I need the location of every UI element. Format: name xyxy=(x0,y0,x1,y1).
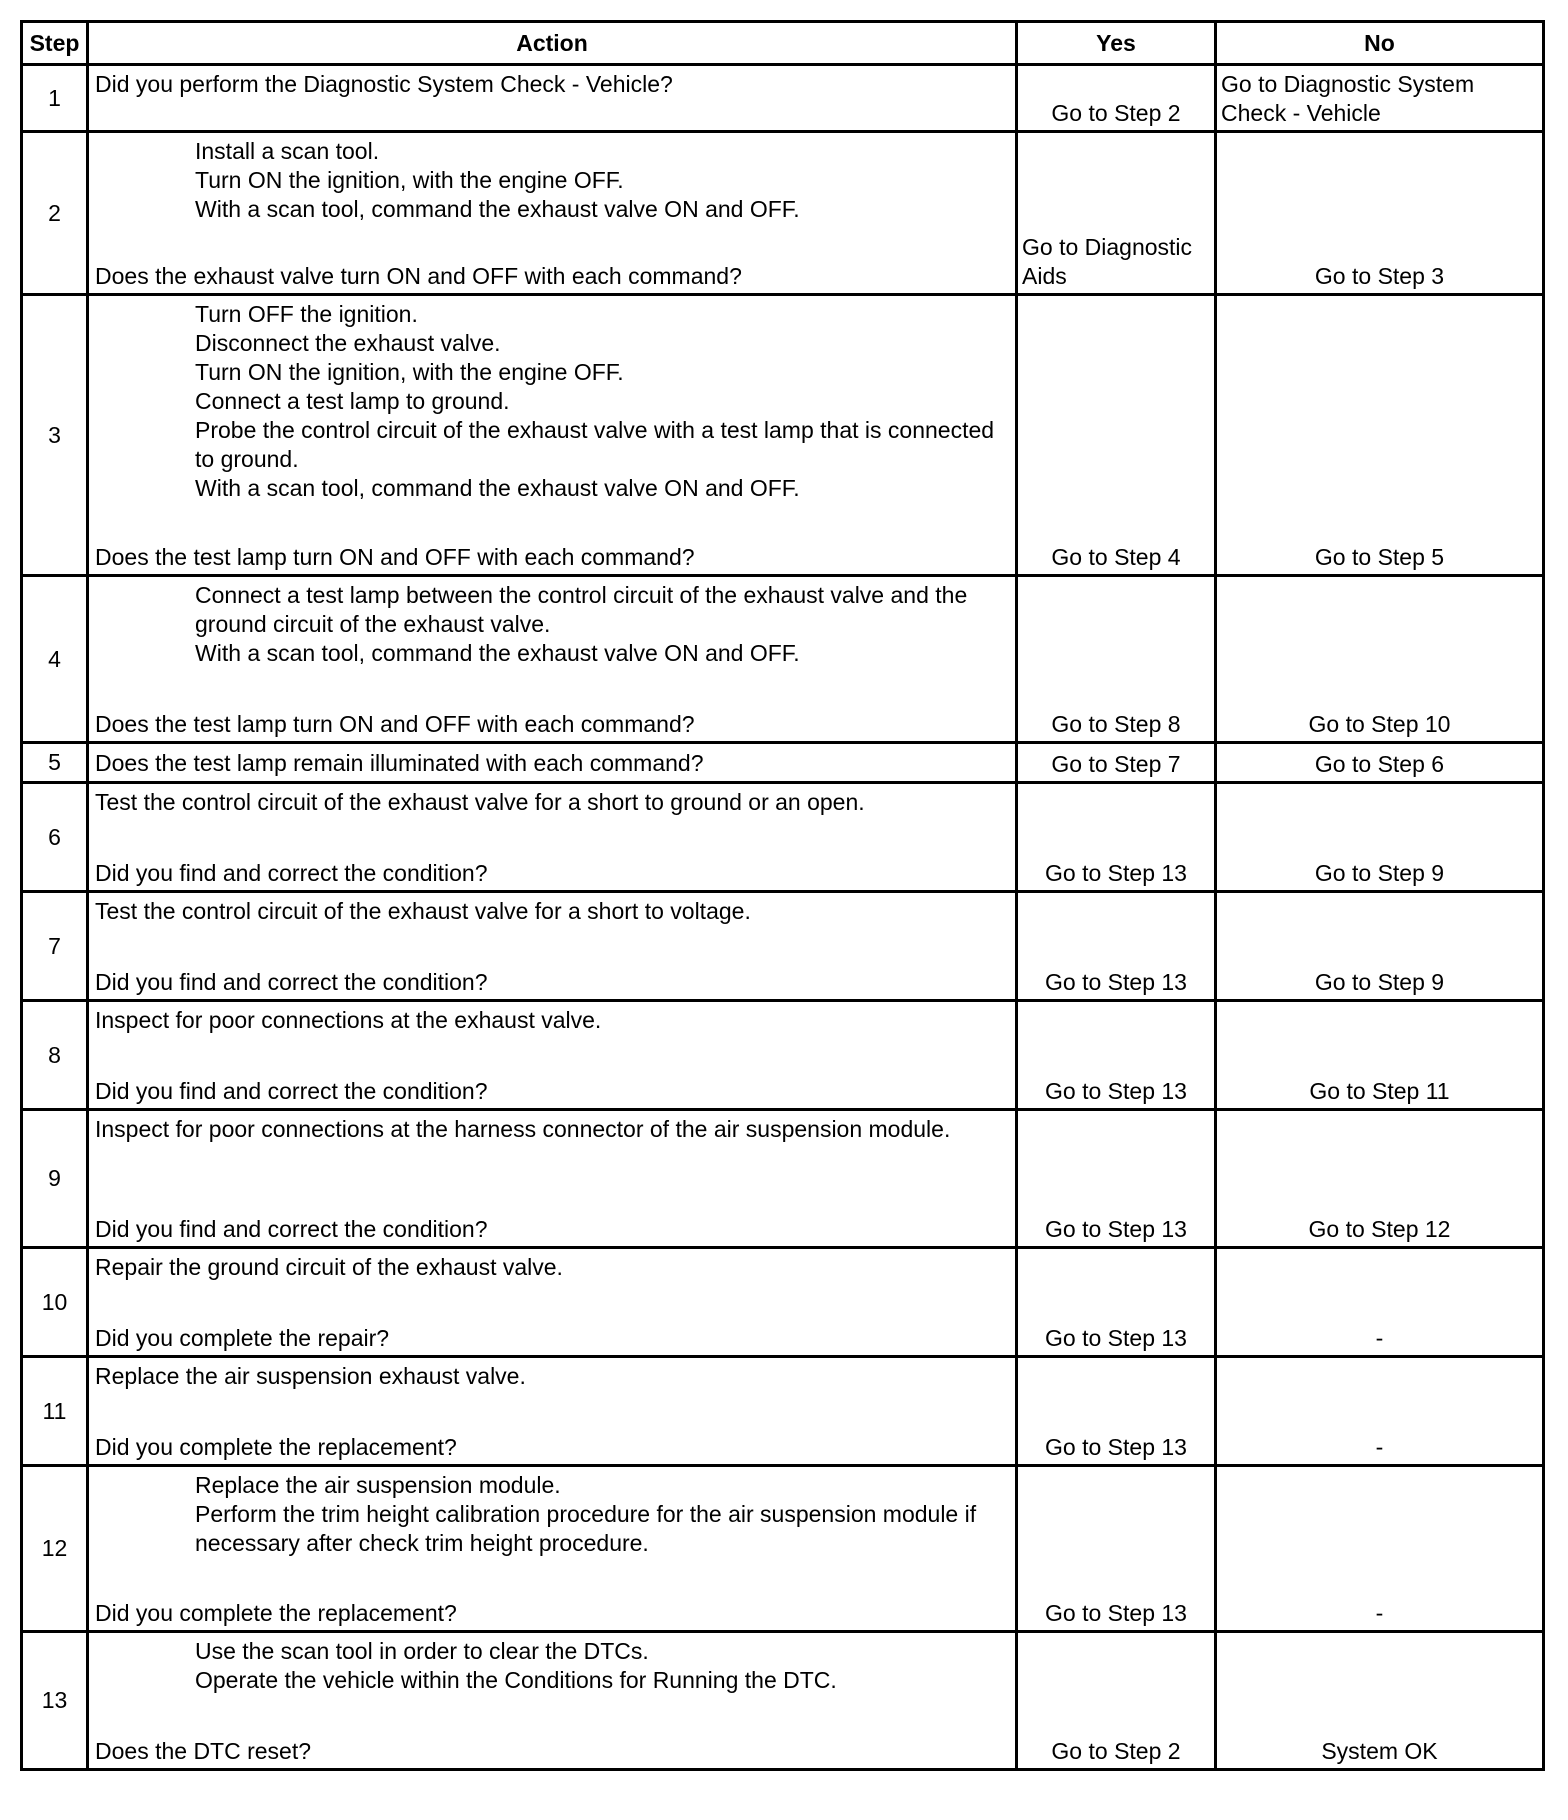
action-step-line: With a scan tool, command the exhaust valve ON and OFF. xyxy=(195,475,800,501)
action-lead-text: Inspect for poor connections at the harness connector of the air suspension module. xyxy=(95,1116,951,1142)
action-cell xyxy=(88,1357,1017,1466)
step-number: 12 xyxy=(22,1466,88,1632)
action-question: Does the exhaust valve turn ON and OFF with each command? xyxy=(95,263,742,289)
header-row xyxy=(22,22,1544,65)
step-number: 3 xyxy=(22,295,88,576)
no-result: Go to Step 6 xyxy=(1216,743,1544,783)
step-number: 7 xyxy=(22,892,88,1001)
no-result: - xyxy=(1216,1466,1544,1632)
no-result: Go to Step 9 xyxy=(1216,892,1544,1001)
no-result: Go to Step 5 xyxy=(1216,295,1544,576)
table-row xyxy=(22,1001,1544,1110)
step-number: 1 xyxy=(22,65,88,132)
action-step-line: With a scan tool, command the exhaust valve ON and OFF. xyxy=(195,196,800,222)
action-question: Does the DTC reset? xyxy=(95,1738,312,1764)
step-number: 2 xyxy=(22,132,88,295)
action-question: Did you complete the repair? xyxy=(95,1325,390,1351)
diagnostic-table xyxy=(20,20,1545,1771)
action-question: Did you perform the Diagnostic System Check - Vehicle? xyxy=(95,71,673,97)
action-cell xyxy=(88,65,1017,132)
no-result: Go to Step 10 xyxy=(1216,576,1544,743)
table-row xyxy=(22,295,1544,576)
action-step-line: Replace the air suspension module. xyxy=(195,1472,561,1498)
action-cell xyxy=(88,295,1017,576)
action-step-line: Install a scan tool. xyxy=(195,138,380,164)
action-cell xyxy=(88,783,1017,892)
action-question: Did you find and correct the condition? xyxy=(95,1216,488,1242)
action-lead-text: Inspect for poor connections at the exhaust valve. xyxy=(95,1007,602,1033)
table-row xyxy=(22,743,1544,783)
action-step-line: Disconnect the exhaust valve. xyxy=(195,330,501,356)
no-result: Go to Diagnostic System Check - Vehicle xyxy=(1216,65,1544,132)
no-result: Go to Step 11 xyxy=(1216,1001,1544,1110)
step-number: 6 xyxy=(22,783,88,892)
yes-result: Go to Step 13 xyxy=(1017,892,1216,1001)
yes-result: Go to Step 13 xyxy=(1017,783,1216,892)
yes-result: Go to Step 7 xyxy=(1017,743,1216,783)
yes-result: Go to Step 2 xyxy=(1017,65,1216,132)
table-row xyxy=(22,1632,1544,1770)
action-cell xyxy=(88,743,1017,783)
action-step-line: With a scan tool, command the exhaust valve ON and OFF. xyxy=(195,640,800,666)
action-step-line: Turn ON the ignition, with the engine OFF. xyxy=(195,167,624,193)
no-result: Go to Step 3 xyxy=(1216,132,1544,295)
action-cell xyxy=(88,1110,1017,1248)
action-question: Does the test lamp turn ON and OFF with each command? xyxy=(95,711,695,737)
action-question: Did you complete the replacement? xyxy=(95,1434,457,1460)
no-result: System OK xyxy=(1216,1632,1544,1770)
action-cell xyxy=(88,1001,1017,1110)
no-result: Go to Step 12 xyxy=(1216,1110,1544,1248)
step-number: 13 xyxy=(22,1632,88,1770)
action-question: Did you complete the replacement? xyxy=(95,1600,457,1626)
action-question: Did you find and correct the condition? xyxy=(95,969,488,995)
action-question: Does the test lamp remain illuminated with each command? xyxy=(95,750,704,776)
header-yes: Yes xyxy=(1017,22,1216,65)
table-row xyxy=(22,1248,1544,1357)
action-cell xyxy=(88,132,1017,295)
yes-result: Go to Step 2 xyxy=(1017,1632,1216,1770)
action-step-line: Turn ON the ignition, with the engine OFF. xyxy=(195,359,624,385)
action-step-line: Probe the control circuit of the exhaust valve with a test lamp that is connected to ground. xyxy=(195,417,995,472)
table-row xyxy=(22,892,1544,1001)
table-body xyxy=(22,65,1544,1770)
no-result: Go to Step 9 xyxy=(1216,783,1544,892)
action-cell xyxy=(88,576,1017,743)
table-row xyxy=(22,783,1544,892)
step-number: 8 xyxy=(22,1001,88,1110)
action-step-line: Turn OFF the ignition. xyxy=(195,301,418,327)
action-lead-text: Test the control circuit of the exhaust valve for a short to ground or an open. xyxy=(95,789,865,815)
header-step: Step xyxy=(22,22,88,65)
action-step-line: Connect a test lamp between the control circuit of the exhaust valve and the ground circuit of the exhaust valve. xyxy=(195,582,968,637)
step-number: 5 xyxy=(22,743,88,783)
action-cell xyxy=(88,1466,1017,1632)
no-result: - xyxy=(1216,1248,1544,1357)
yes-result: Go to Step 13 xyxy=(1017,1466,1216,1632)
table-row xyxy=(22,1357,1544,1466)
table-row xyxy=(22,132,1544,295)
action-step-line: Perform the trim height calibration procedure for the air suspension module if necessary after check trim height procedure. xyxy=(195,1501,977,1556)
action-cell xyxy=(88,1248,1017,1357)
step-number: 11 xyxy=(22,1357,88,1466)
yes-result: Go to Step 13 xyxy=(1017,1248,1216,1357)
yes-result: Go to Step 4 xyxy=(1017,295,1216,576)
header-action: Action xyxy=(88,22,1017,65)
action-question: Did you find and correct the condition? xyxy=(95,860,488,886)
step-number: 4 xyxy=(22,576,88,743)
action-step-line: Connect a test lamp to ground. xyxy=(195,388,510,414)
no-result: - xyxy=(1216,1357,1544,1466)
action-lead-text: Replace the air suspension exhaust valve. xyxy=(95,1363,526,1389)
table-row xyxy=(22,1466,1544,1632)
yes-result: Go to Step 13 xyxy=(1017,1110,1216,1248)
yes-result: Go to Step 13 xyxy=(1017,1357,1216,1466)
yes-result: Go to Step 8 xyxy=(1017,576,1216,743)
step-number: 10 xyxy=(22,1248,88,1357)
action-cell xyxy=(88,892,1017,1001)
yes-result: Go to Diagnostic Aids xyxy=(1017,132,1216,295)
table-row xyxy=(22,65,1544,132)
table-row xyxy=(22,1110,1544,1248)
action-cell xyxy=(88,1632,1017,1770)
action-lead-text: Test the control circuit of the exhaust valve for a short to voltage. xyxy=(95,898,751,924)
action-question: Does the test lamp turn ON and OFF with each command? xyxy=(95,544,695,570)
action-step-line: Use the scan tool in order to clear the DTCs. xyxy=(195,1638,649,1664)
step-number: 9 xyxy=(22,1110,88,1248)
action-question: Did you find and correct the condition? xyxy=(95,1078,488,1104)
action-step-line: Operate the vehicle within the Conditions for Running the DTC. xyxy=(195,1667,837,1693)
action-lead-text: Repair the ground circuit of the exhaust valve. xyxy=(95,1254,563,1280)
header-no: No xyxy=(1216,22,1544,65)
table-row xyxy=(22,576,1544,743)
yes-result: Go to Step 13 xyxy=(1017,1001,1216,1110)
